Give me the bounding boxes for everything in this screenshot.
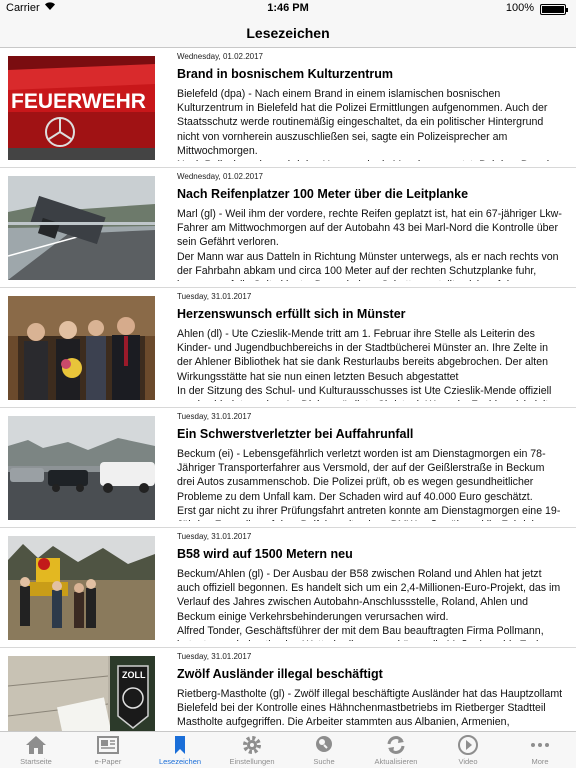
tab-label: Startseite	[20, 757, 52, 766]
article-date: Tuesday, 31.01.2017	[177, 532, 252, 541]
article-date: Tuesday, 31.01.2017	[177, 652, 252, 661]
article-headline[interactable]: B58 wird auf 1500 Metern neu	[177, 547, 353, 561]
refresh-icon	[384, 734, 408, 756]
article-teaser: Beckum (ei) - Lebensgefährlich verletzt worden ist am Dienstagmorgen ein 78-Jähriger Transporterfahrer aus Versmold, der auf der Geißlerstraße in Beckum drei Autos zusammenschob. Die Polizei prüft, ob es wegen gesundheitlicher Probleme zu dem Unfall kam. Der Schaden wird auf 40.000 Euro geschätzt. Erst gar nicht zu ihrer Prüfungsfahrt antreten konnte am Dienstagmorgen eine 19-	[177, 448, 561, 517]
tab-label: Suche	[313, 757, 335, 766]
more-icon	[528, 734, 552, 756]
tab-lesezeichen[interactable]	[144, 732, 216, 768]
page-title: Lesezeichen	[246, 25, 330, 41]
fire-truck-lettering: FEUERWEHR	[11, 90, 146, 113]
tab-label: Einstellungen	[229, 757, 275, 766]
battery-percentage: 100%	[505, 2, 534, 14]
article-teaser: Rietberg-Mastholte (gl) - Zwölf illegal beschäftigte Ausländer hat das Hauptzollamt Bielefeld bei der Kontrolle eines Hähnchenmastbetriebs im Rietberger Stadtteil Mastholte aufgegriffen. Die Arbeiter stammten aus Albanien, Armenien,	[177, 688, 563, 729]
article-row[interactable]	[0, 288, 576, 408]
tab-bar	[0, 731, 576, 768]
customs-badge-lettering: ZOLL	[122, 670, 146, 680]
tab-aktualisieren[interactable]	[360, 732, 432, 768]
article-thumbnail-overturned-truck	[8, 176, 155, 280]
article-thumbnail-group-photo	[8, 296, 155, 400]
tab-label: Video	[458, 757, 478, 766]
article-headline[interactable]: Herzenswunsch erfüllt sich in Münster	[177, 307, 406, 321]
article-thumbnail-fire-truck	[8, 56, 155, 160]
article-date: Wednesday, 01.02.2017	[177, 52, 263, 61]
article-row[interactable]	[0, 648, 576, 731]
article-row[interactable]	[0, 528, 576, 648]
article-thumbnail-customs-badge	[8, 656, 155, 731]
article-row[interactable]	[0, 168, 576, 288]
battery-icon	[540, 4, 566, 15]
status-time: 1:46 PM	[267, 2, 309, 14]
navigation-bar	[0, 18, 576, 48]
carrier-label: Carrier	[6, 2, 40, 14]
bookmark-list[interactable]	[0, 48, 576, 731]
play-icon	[456, 734, 480, 756]
article-date: Wednesday, 01.02.2017	[177, 172, 263, 181]
tab-e-paper[interactable]	[72, 732, 144, 768]
tab-video[interactable]	[432, 732, 504, 768]
article-thumbnail-construction-site	[8, 536, 155, 640]
article-headline[interactable]: Ein Schwerstverletzter bei Auffahrunfall	[177, 427, 414, 441]
article-date: Tuesday, 31.01.2017	[177, 412, 252, 421]
search-icon	[312, 734, 336, 756]
tab-label: e-Paper	[94, 757, 122, 766]
article-row[interactable]	[0, 408, 576, 528]
tab-label: Lesezeichen	[158, 757, 202, 766]
article-headline[interactable]: Zwölf Ausländer illegal beschäftigt	[177, 667, 383, 681]
article-teaser: Bielefeld (dpa) - Nach einem Brand in einem islamischen bosnischen Kulturzentrum in Bielefeld hat die Polizei Ermittlungen aufgenommen. Auch der Staatsschutz werde routinemäßig eingeschaltet, da ein politischer Hintergrund nicht von vornherein auszuschließen sei, sagte ein Polizeisprecher am Mittwochmorgen.	[177, 88, 548, 157]
tab-label: More	[531, 757, 549, 766]
article-thumbnail-car-accident	[8, 416, 155, 520]
newspaper-icon	[96, 734, 120, 756]
tab-more[interactable]	[504, 732, 576, 768]
article-teaser: Beckum/Ahlen (gl) - Der Ausbau der B58 zwischen Roland und Ahlen hat jetzt auch offiziell begonnen. Es handelt sich um ein 2,4-Millionen-Euro-Projekt, das im Verlauf des Jahres zwischen Autobahn-Anschlussstelle, Roland, Ahlen und Beckum einige Verkehrsbehinderungen verursachen wird. Alfred Tonder, Geschäftsführer der mit dem Bau beauftragten Firma Pollmann,	[177, 568, 561, 637]
article-teaser: Ahlen (dl) - Ute Czieslik-Mende tritt am 1. Februar ihre Stelle als Leiterin des Kinder- und Jugendbuchbereichs in der Stadtbücherei Münster an. Ihre Zelte in der Ahlener Bibliothek hat sie dank Resturlaubs bereits abgebrochen. Der alten Wirkungsstätte hat sie nun einen letzten Besuch abgestattet In der Sitzung des Schul- und Kulturausschusses ist Ute Czieslik-Mende offiziell	[177, 328, 552, 397]
article-row[interactable]	[0, 48, 576, 168]
article-headline[interactable]: Brand in bosnischem Kulturzentrum	[177, 67, 393, 81]
bookmark-icon	[168, 734, 192, 756]
gear-icon	[240, 734, 264, 756]
tab-label: Aktualisieren	[374, 757, 418, 766]
article-teaser: Marl (gl) - Weil ihm der vordere, rechte Reifen geplatzt ist, hat ein 67-jähriger Lkw-Fahrer am Mittwochmorgen auf der Autobahn 43 bei Marl-Nord die Kontrolle über sein Gefährt verloren. Der Mann war aus Datteln in Richtung Münster unterwegs, als er nach rechts von der Fahrbahn abkam und circa 100 Meter auf der rechten Schutzplanke fuhr,	[177, 208, 562, 277]
article-date: Tuesday, 31.01.2017	[177, 292, 252, 301]
tab-einstellungen[interactable]	[216, 732, 288, 768]
status-bar	[0, 0, 576, 18]
home-icon	[24, 734, 48, 756]
tab-startseite[interactable]	[0, 732, 72, 768]
tab-suche[interactable]	[288, 732, 360, 768]
article-headline[interactable]: Nach Reifenplatzer 100 Meter über die Leitplanke	[177, 187, 469, 201]
